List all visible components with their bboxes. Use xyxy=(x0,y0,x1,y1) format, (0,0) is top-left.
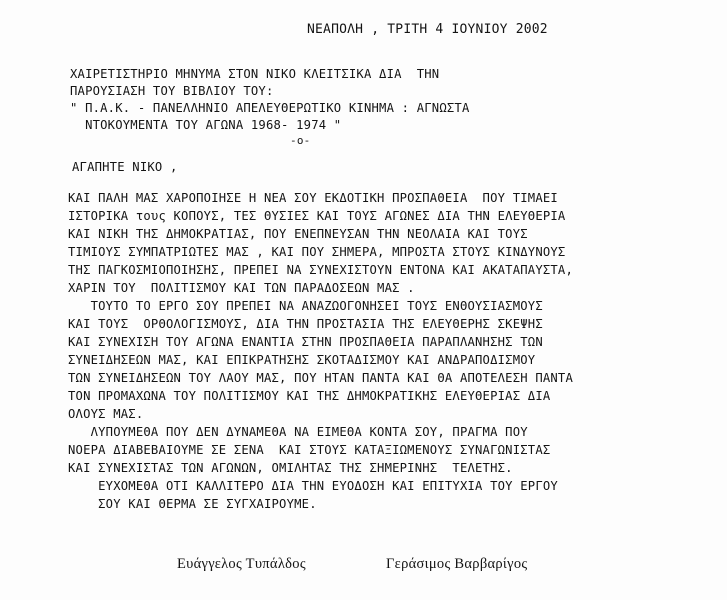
body-line-6: ΧΑΡΙΝ ΤΟΥ ΠΟΛΙΤΙΣΜΟΥ ΚΑΙ ΤΩΝ ΠΑΡΑΔΟΣΕΩΝ ΜΑΣ . xyxy=(68,281,415,295)
subject-line-1: ΧΑΙΡΕΤΙΣΤΗΡΙΟ ΜΗΝΥΜΑ ΣΤΟΝ ΝΙΚΟ ΚΛΕΙΤΣΙΚΑ ΔΙΑ ΤΗΝ xyxy=(70,67,440,81)
body-line-15: ΝΟΕΡΑ ΔΙΑΒΕΒΑΙΟΥΜΕ ΣΕ ΣΕΝΑ ΚΑΙ ΣΤΟΥΣ ΚΑΤΑΞΙΩΜΕΝΟΥΣ ΣΥΝΑΓΩΝΙΣΤΑΣ xyxy=(68,443,551,457)
body-line-11: ΤΩΝ ΣΥΝΕΙΔΗΣΕΩΝ ΤΟΥ ΛΑΟΥ ΜΑΣ, ΠΟΥ ΗΤΑΝ ΠΑΝΤΑ ΚΑΙ ΘΑ ΑΠΟΤΕΛΕΣΗ ΠΑΝΤΑ xyxy=(68,371,574,385)
subject-line-2: ΠΑΡΟΥΣΙΑΣΗ ΤΟΥ ΒΙΒΛΙΟΥ ΤΟΥ: xyxy=(70,84,274,98)
body-line-16: ΚΑΙ ΣΥΝΕΧΙΣΤΑΣ ΤΩΝ ΑΓΩΝΩΝ, ΟΜΙΛΗΤΑΣ ΤΗΣ ΣΗΜΕΡΙΝΗΣ ΤΕΛΕΤΗΣ. xyxy=(68,461,513,475)
body-line-14: ΛΥΠΟΥΜΕΘΑ ΠΟΥ ΔΕΝ ΔΥΝΑΜΕΘΑ ΝΑ ΕΙΜΕΘΑ ΚΟΝΤΑ ΣΟΥ, ΠΡΑΓΜΑ ΠΟΥ xyxy=(68,425,528,439)
greeting: ΑΓΑΠΗΤΕ ΝΙΚΟ , xyxy=(72,160,178,174)
body-line-17: ΕΥΧΟΜΕΘΑ ΟΤΙ ΚΑΛΛΙΤΕΡΟ ΔΙΑ ΤΗΝ ΕΥΟΔΟΣΗ ΚΑΙ ΕΠΙΤΥΧΙΑ ΤΟΥ ΕΡΓΟΥ xyxy=(68,479,558,493)
body-line-5: ΤΗΣ ΠΑΓΚΟΣΜΙΟΠΟΙΗΣΗΣ, ΠΡΕΠΕΙ ΝΑ ΣΥΝΕΧΙΣΤΟΥΝ ΕΝΤΟΝΑ ΚΑΙ ΑΚΑΤΑΠΑΥΣΤΑ, xyxy=(68,263,574,277)
subject-line-4: ΝΤΟΚΟΥΜΕΝΤΑ ΤΟΥ ΑΓΩΝΑ 1968- 1974 " xyxy=(70,118,342,132)
signature-2: Γεράσιμος Βαρβαρίγος xyxy=(386,556,528,572)
body-line-9: ΚΑΙ ΣΥΝΕΧΙΣΗ ΤΟΥ ΑΓΩΝΑ ΕΝΑΝΤΙΑ ΣΤΗΝ ΠΡΟΣΠΑΘΕΙΑ ΠΑΡΑΠΛΑΝΗΣΗΣ ΤΩΝ xyxy=(68,335,543,349)
body-line-12: ΤΟΝ ΠΡΟΜΑΧΩΝΑ ΤΟΥ ΠΟΛΙΤΙΣΜΟΥ ΚΑΙ ΤΗΣ ΔΗΜΟΚΡΑΤΙΚΗΣ ΕΛΕΥΘΕΡΙΑΣ ΔΙΑ xyxy=(68,389,551,403)
subject-line-3: " Π.Α.Κ. - ΠΑΝΕΛΛΗΝΙΟ ΑΠΕΛΕΥΘΕΡΩΤΙΚΟ ΚΙΝΗΜΑ : ΑΓΝΩΣΤΑ xyxy=(70,101,470,115)
body-line-4: ΤΙΜΙΟΥΣ ΣΥΜΠΑΤΡΙΩΤΕΣ ΜΑΣ , ΚΑΙ ΠΟΥ ΣΗΜΕΡΑ, ΜΠΡΟΣΤΑ ΣΤΟΥΣ ΚΙΝΔΥΝΟΥΣ xyxy=(68,245,566,259)
separator-mark: -ο- xyxy=(290,134,311,147)
body-line-1: ΚΑΙ ΠΑΛΗ ΜΑΣ ΧΑΡΟΠΟΙΗΣΕ Η ΝΕΑ ΣΟΥ ΕΚΔΟΤΙΚΗ ΠΡΟΣΠΑΘΕΙΑ ΠΟΥ ΤΙΜΑΕΙ xyxy=(68,191,558,205)
body-line-7: ΤΟΥΤΟ ΤΟ ΕΡΓΟ ΣΟΥ ΠΡΕΠΕΙ ΝΑ ΑΝΑΖΩΟΓΟΝΗΣΕΙ ΤΟΥΣ ΕΝΘΟΥΣΙΑΣΜΟΥΣ xyxy=(68,299,543,313)
body-line-3: ΚΑΙ ΝΙΚΗ ΤΗΣ ΔΗΜΟΚΡΑΤΙΑΣ, ΠΟΥ ΕΝΕΠΝΕΥΣΑΝ ΤΗΝ ΝΕΟΛΑΙΑ ΚΑΙ ΤΟΥΣ xyxy=(68,227,528,241)
body-line-13: ΟΛΟΥΣ ΜΑΣ. xyxy=(68,407,144,421)
body-line-10: ΣΥΝΕΙΔΗΣΕΩΝ ΜΑΣ, ΚΑΙ ΕΠΙΚΡΑΤΗΣΗΣ ΣΚΟΤΑΔΙΣΜΟΥ ΚΑΙ ΑΝΔΡΑΠΟΔΙΣΜΟΥ xyxy=(68,353,536,367)
body-line-18: ΣΟΥ ΚΑΙ ΘΕΡΜΑ ΣΕ ΣΥΓΧΑΙΡΟΥΜΕ. xyxy=(68,497,317,511)
signature-1: Ευάγγελος Τυπάλδος xyxy=(177,556,306,572)
date-line: ΝΕΑΠΟΛΗ , ΤΡΙΤΗ 4 ΙΟΥΝΙΟΥ 2002 xyxy=(307,22,548,37)
body-line-2: ΙΣΤΟΡΙΚΑ τους ΚΟΠΟΥΣ, ΤΕΣ ΘΥΣΙΕΣ ΚΑΙ ΤΟΥΣ ΑΓΩΝΕΣ ΔΙΑ ΤΗΝ ΕΛΕΥΘΕΡΙΑ xyxy=(68,209,566,223)
body-line-8: ΚΑΙ ΤΟΥΣ ΟΡΘΟΛΟΓΙΣΜΟΥΣ, ΔΙΑ ΤΗΝ ΠΡΟΣΤΑΣΙΑ ΤΗΣ ΕΛΕΥΘΕΡΗΣ ΣΚΕΨΗΣ xyxy=(68,317,543,331)
